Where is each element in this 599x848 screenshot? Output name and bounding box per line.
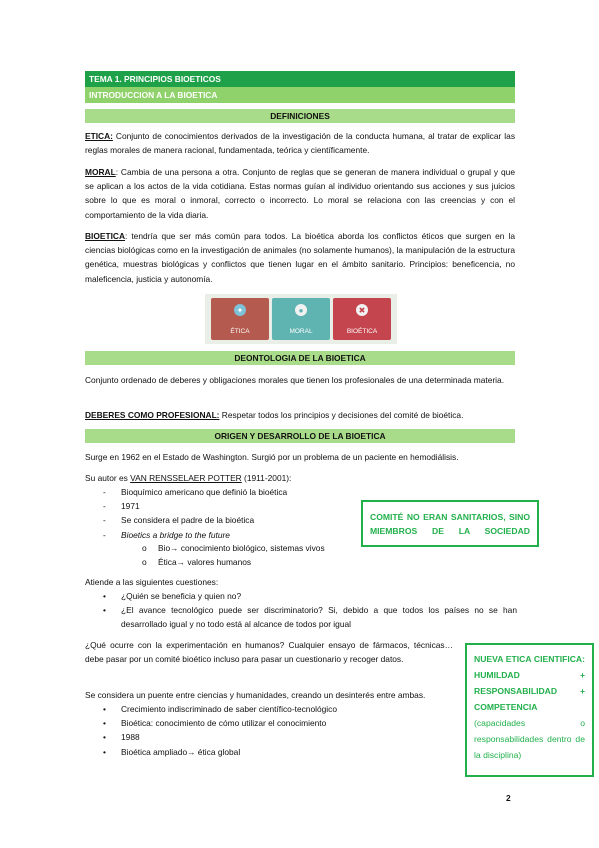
- document-title: TEMA 1. PRINCIPIOS BIOETICOS: [85, 71, 515, 87]
- dna-icon: ✖: [356, 304, 368, 316]
- section-heading-deontologia: DEONTOLOGIA DE LA BIOETICA: [85, 351, 515, 365]
- nueva-etica-title: NUEVA ETICA CIENTIFICA:: [474, 654, 585, 664]
- origen-surge: Surge en 1962 en el Estado de Washington. Surgió por un problema de un paciente en hemodiálisis.: [85, 452, 459, 462]
- deontologia-intro: Conjunto ordenado de deberes y obligaciones morales que tienen los profesionales de una determinada materia.: [85, 375, 505, 385]
- autor-name: VAN RENSSELAER POTTER: [130, 473, 242, 483]
- globe-icon: ✦: [234, 304, 246, 316]
- autor-suffix: (1911-2001):: [241, 473, 292, 483]
- term-bioetica: BIOETICA: [85, 231, 126, 241]
- page-number: 2: [506, 793, 511, 803]
- list-item-text: 1971: [121, 501, 140, 512]
- figure-segment-moral: [272, 298, 330, 340]
- definition-etica: [85, 129, 515, 157]
- list-item: o Bio→ conocimiento biológico, sistemas vivos: [142, 543, 325, 553]
- atiende-cuestiones: Atiende a las siguientes cuestiones:: [85, 577, 219, 587]
- list-item: - Se considera el padre de la bioética: [103, 515, 255, 526]
- puente-text: Se considera un puente entre ciencias y humanidades, creando un desinterés entre ambas.: [85, 690, 426, 700]
- section-heading-origen: ORIGEN Y DESARROLLO DE LA BIOETICA: [85, 429, 515, 443]
- autor-prefix: Su autor es: [85, 473, 131, 483]
- list-item-text: ¿El avance tecnológico puede ser discriminatorio? Si, debido a que todos los países no se han desarrollado igual y no todo está al alcance de todos por igual: [121, 605, 517, 630]
- list-item-text: Bioética ampliado→ ética global: [121, 746, 241, 757]
- section-heading-definiciones: DEFINICIONES: [85, 109, 515, 123]
- definition-moral: [85, 165, 515, 222]
- list-item: • ¿Quién se beneficia y quien no?: [103, 591, 242, 601]
- list-item-text: Bioetics a bridge to the future: [121, 529, 230, 540]
- list-item: • Bioética: conocimiento de cómo utilizar el conocimiento: [103, 718, 327, 729]
- origen-autor: [85, 471, 515, 485]
- term-etica: ETICA:: [85, 131, 113, 141]
- list-item: - 1971: [103, 501, 140, 512]
- figure-label-moral: MORAL: [289, 328, 313, 335]
- cuestiones-list: [103, 589, 517, 632]
- list-item: • ¿El avance tecnológico puede ser discriminatorio? Si, debido a que todos los países no se han desarrollado igual y no todo está al alcance de todos por igual: [103, 605, 517, 630]
- comite-callout-box: COMITÉ NO ERAN SANITARIOS, SINO MIEMBROS DE LA SOCIEDAD: [361, 500, 539, 547]
- nueva-etica-text: HUMILDAD + RESPONSABILIDAD + COMPETENCIA: [474, 670, 585, 712]
- list-item-text: 1988: [121, 732, 140, 743]
- bridge-list: [142, 541, 372, 569]
- list-item-text: Bioquímico americano que definió la bioética: [121, 487, 288, 497]
- figure-label-bioetica: BIOÉTICA: [346, 328, 378, 335]
- definition-moral-text: : Cambia de una persona a otra. Conjunto de reglas que se generan de manera individual o grupal y que se aplican a los actos de la vida cotidiana. Estas normas guían al individuo orientando sus acciones y sus juicios sobre lo que es moral o inmoral, correcto o incorrecto. Lo moral se relaciona con las creencias y con el comportamiento de la vida diaria.: [85, 167, 515, 220]
- definition-bioetica-text: : tendría que ser más común para todos. La bioética aborda los conflictos éticos que surgen en la ciencias biológicas como en la investigación de animales (no solamente humanos), la manipulación de la estructura genética, muestras biológicas y conflictos que tienen lugar en el ámbito sanitario. Principios: beneficencia, no maleficencia, justicia y autonomía.: [85, 231, 515, 284]
- nueva-etica-callout-box: [465, 643, 594, 777]
- term-moral: MORAL: [85, 167, 116, 177]
- term-deberes: DEBERES COMO PROFESIONAL:: [85, 410, 220, 420]
- list-item: - Bioquímico americano que definió la bioética: [103, 487, 288, 497]
- list-item-text: Bioética: conocimiento de cómo utilizar el conocimiento: [121, 718, 327, 729]
- list-item-text: Bio→ conocimiento biológico, sistemas vivos: [158, 543, 325, 553]
- list-item: • Crecimiento indiscriminado de saber científico-tecnológico: [103, 704, 337, 714]
- list-item-text: Se considera el padre de la bioética: [121, 515, 255, 526]
- list-item: o Ética→ valores humanos: [142, 557, 252, 568]
- nueva-etica-note: (capacidades o responsabilidades dentro de la disciplina): [474, 718, 585, 760]
- figure-label-etica: ÉTICA: [230, 328, 250, 335]
- deberes-text: Respetar todos los principios y decisiones del comité de bioética.: [219, 410, 464, 420]
- list-item: - Bioetics a bridge to the future: [103, 529, 230, 540]
- autor-list: [103, 485, 363, 542]
- list-item-text: Ética→ valores humanos: [158, 557, 252, 568]
- experimentacion-text: ¿Qué ocurre con la experimentación en humanos? Cualquier ensayo de fármacos, técnicas… debe pasar por un comité bioético incluso para pasar un cuestionario y recoger datos.: [85, 640, 453, 665]
- list-item: • Bioética ampliado→ ética global: [103, 746, 241, 757]
- definition-etica-text: Conjunto de conocimientos derivados de la investigación de la conducta humana, al tratar de explicar las reglas morales de manera racional, fundamentada, teórica y científicamente.: [85, 131, 515, 156]
- list-item: • 1988: [103, 732, 140, 743]
- definition-bioetica: [85, 229, 515, 286]
- etica-moral-bioetica-figure: [205, 294, 397, 344]
- figure-segment-etica: [211, 298, 269, 340]
- deberes-profesional: [85, 408, 515, 422]
- figure-segment-bioetica: [333, 298, 391, 340]
- puente-list: [103, 702, 443, 759]
- list-item-text: ¿Quién se beneficia y quien no?: [121, 591, 242, 601]
- list-item-text: Crecimiento indiscriminado de saber científico-tecnológico: [121, 704, 337, 714]
- people-icon: ●: [295, 304, 307, 316]
- document-subtitle: INTRODUCCION A LA BIOETICA: [85, 87, 515, 103]
